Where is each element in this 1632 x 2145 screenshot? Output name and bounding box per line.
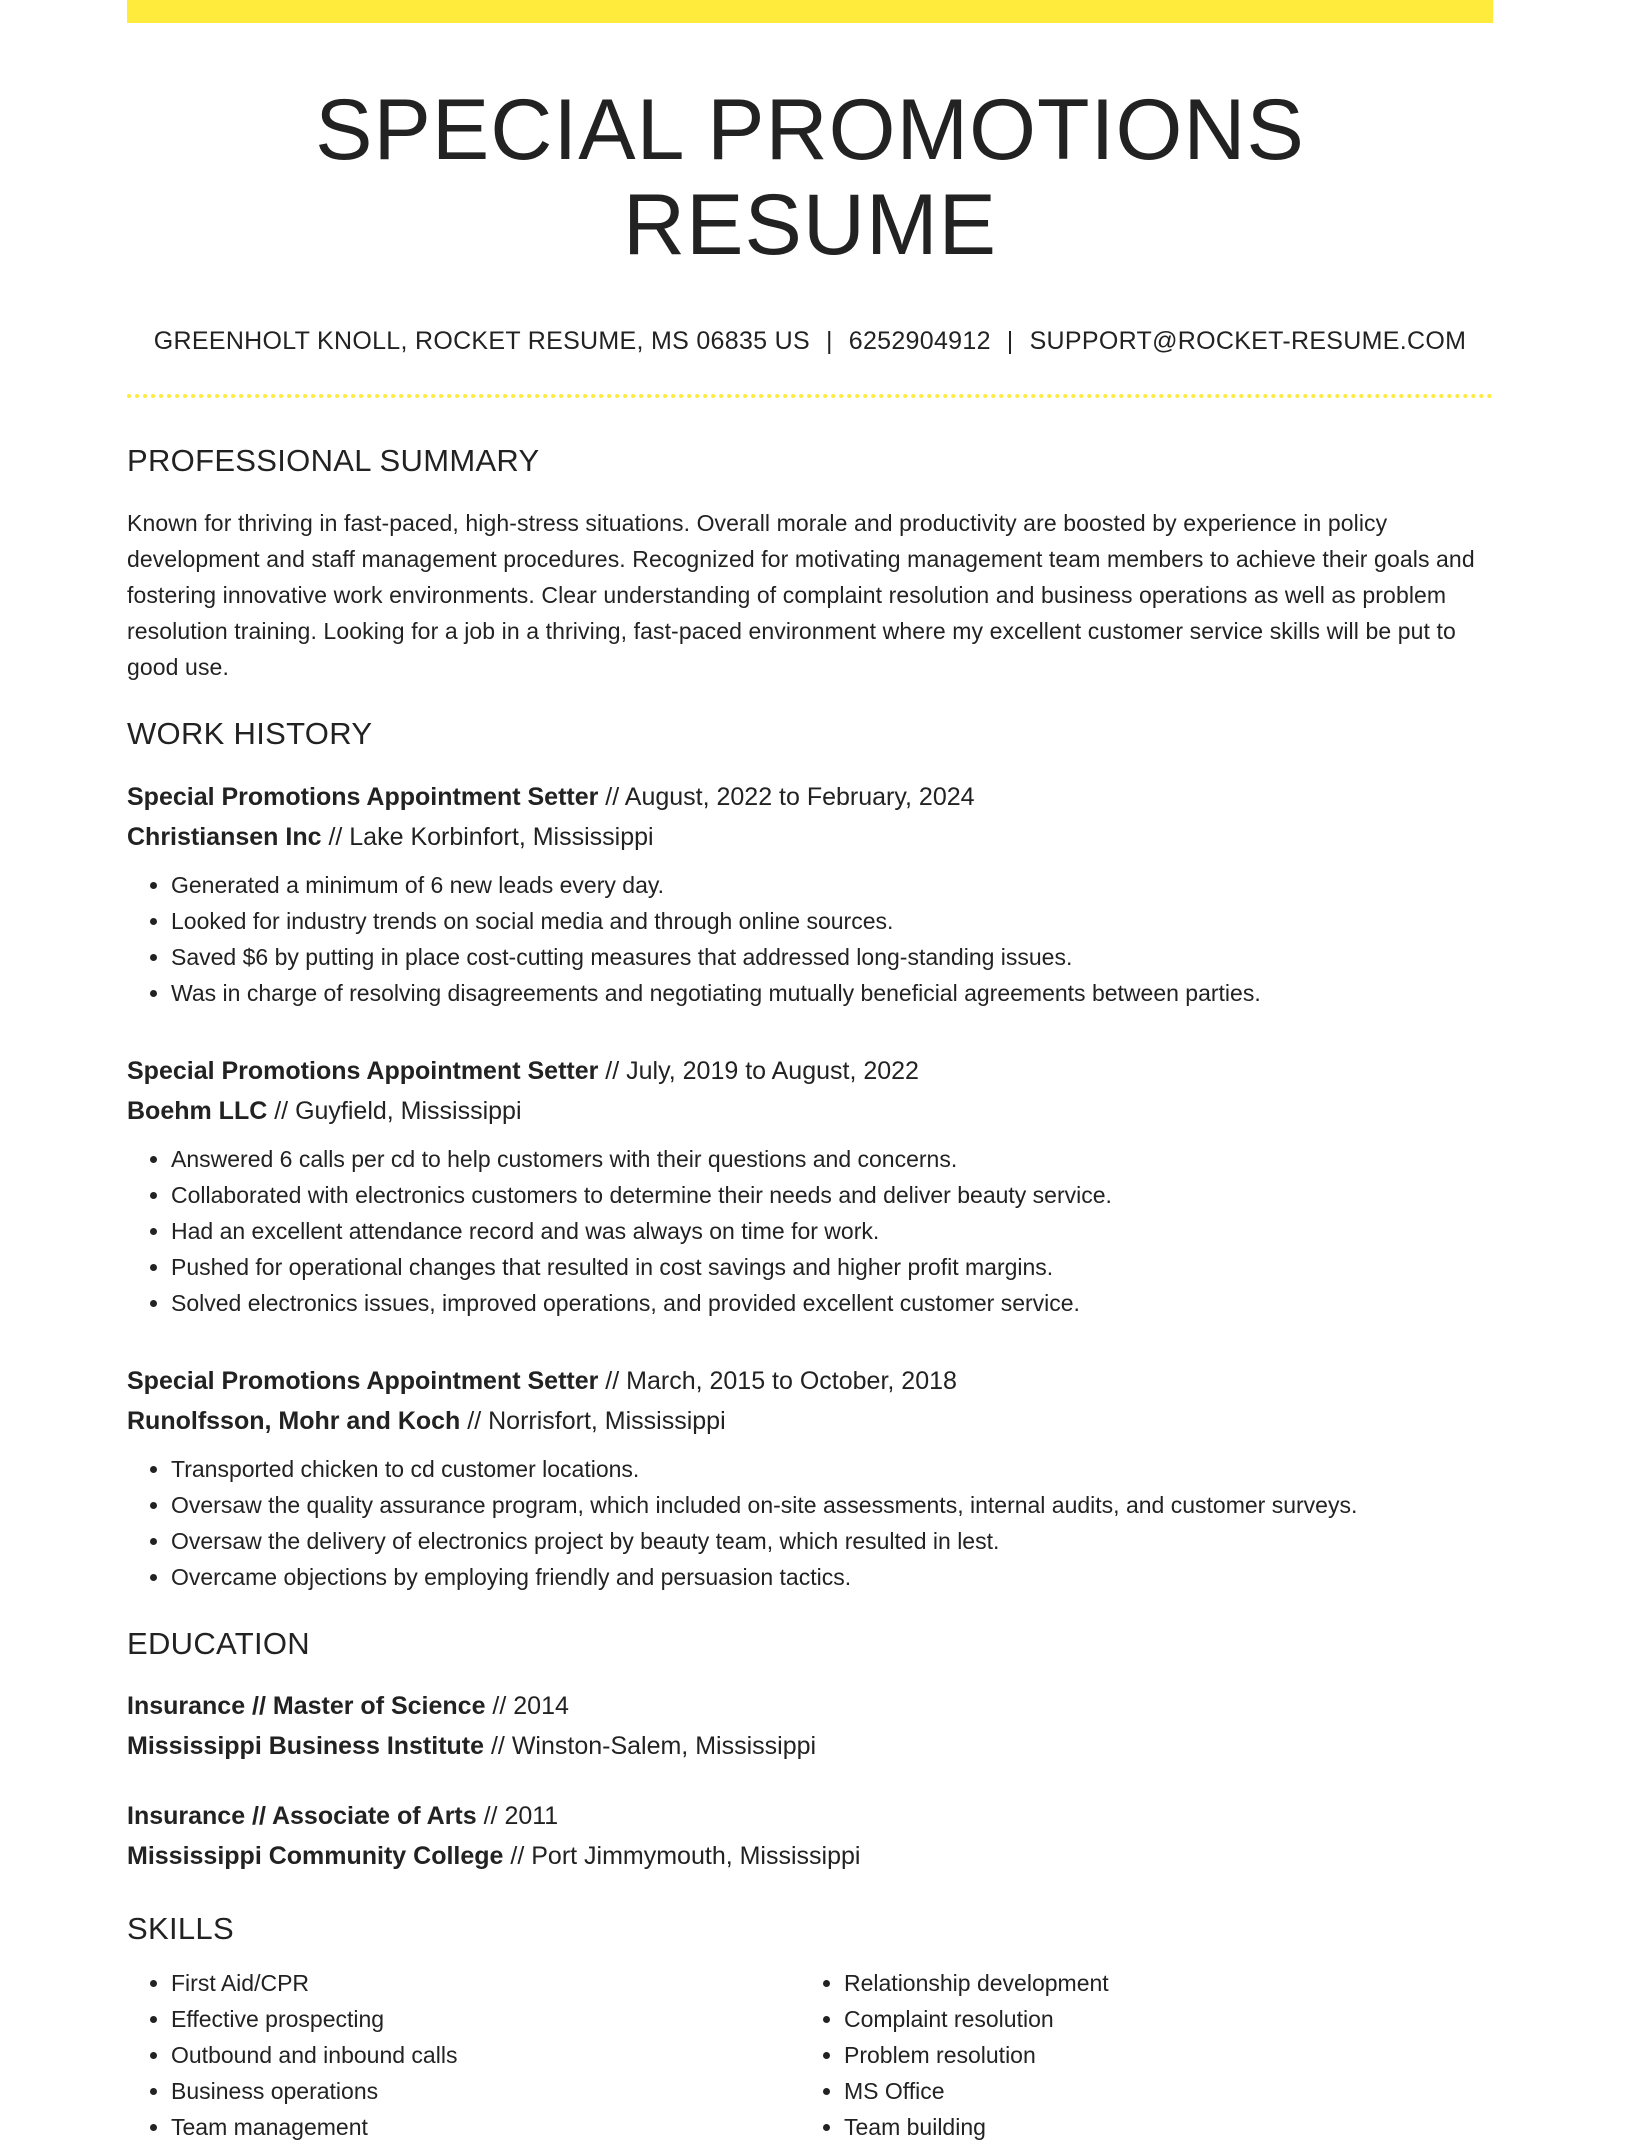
job-title: Special Promotions Appointment Setter <box>127 1056 599 1085</box>
job-bullets <box>127 867 1493 1011</box>
contact-separator: | <box>825 327 833 356</box>
job-bullets <box>127 1141 1493 1321</box>
education-entry <box>127 1686 1493 1766</box>
job-bullet: • Answered 6 calls per cd to help customers with their questions and concerns. <box>171 1141 1493 1177</box>
skill-item: • Relationship development <box>844 1965 1473 2001</box>
job-entry <box>127 1361 1493 1595</box>
edu-school-line <box>127 1836 1493 1876</box>
job-company: Christiansen Inc <box>127 822 322 851</box>
education-heading: EDUCATION <box>127 1625 310 1661</box>
edu-school: Mississippi Community College <box>127 1841 504 1870</box>
edu-degree: Insurance // Master of Science <box>127 1691 486 1720</box>
job-company-line <box>127 1401 1493 1441</box>
job-bullet: • Had an excellent attendance record and was always on time for work. <box>171 1213 1493 1249</box>
skills-column-left <box>127 1965 800 2145</box>
skill-item: • Complaint resolution <box>844 2001 1473 2037</box>
summary-heading: PROFESSIONAL SUMMARY <box>127 443 540 479</box>
resume-title: SPECIAL PROMOTIONS RESUME <box>315 82 1305 273</box>
summary-text: Known for thriving in fast-paced, high-stress situations. Overall morale and productivity are boosted by experience in policy development and staff management procedures. Recognized for motivating management team members to achieve their goals and fostering innovative work environments. Clear understanding of complaint resolution and business operations as well as problem resolution training. Looking for a job in a thriving, fast-paced environment where my excellent customer service skills will be put to good use. <box>127 510 1475 681</box>
job-company: Boehm LLC <box>127 1096 268 1125</box>
edu-year: // 2011 <box>476 1801 559 1830</box>
contact-separator: | <box>1006 327 1014 356</box>
resume-page <box>127 0 1493 2145</box>
job-bullet: • Generated a minimum of 6 new leads every day. <box>171 867 1493 903</box>
job-title-line <box>127 1051 1493 1091</box>
skills-grid <box>127 1965 1493 2145</box>
skill-item: • Team management <box>171 2109 800 2145</box>
work-history-heading: WORK HISTORY <box>127 716 373 752</box>
job-bullet: • Collaborated with electronics customers to determine their needs and deliver beauty service. <box>171 1177 1493 1213</box>
education-entry <box>127 1796 1493 1876</box>
contact-email: SUPPORT@ROCKET-RESUME.COM <box>1029 327 1467 356</box>
skill-item: • Problem resolution <box>844 2037 1473 2073</box>
edu-degree-line <box>127 1686 1493 1726</box>
job-title-line <box>127 777 1493 817</box>
edu-location: // Port Jimmymouth, Mississippi <box>503 1841 861 1870</box>
job-title-line <box>127 1361 1493 1401</box>
edu-school: Mississippi Business Institute <box>127 1731 485 1760</box>
job-location: // Guyfield, Mississippi <box>267 1096 522 1125</box>
skills-heading: SKILLS <box>127 1910 234 1946</box>
job-company-line <box>127 1091 1493 1131</box>
skill-item: • Effective prospecting <box>171 2001 800 2037</box>
edu-degree: Insurance // Associate of Arts <box>127 1801 477 1830</box>
skills-column-right <box>800 1965 1473 2145</box>
skill-item: • MS Office <box>844 2073 1473 2109</box>
job-bullet: • Saved $6 by putting in place cost-cutting measures that addressed long-standing issues. <box>171 939 1493 975</box>
job-location: // Lake Korbinfort, Mississippi <box>321 822 654 851</box>
edu-degree-line <box>127 1796 1493 1836</box>
job-entry <box>127 777 1493 1011</box>
top-accent-bar <box>127 0 1493 23</box>
job-bullet: • Oversaw the delivery of electronics project by beauty team, which resulted in lest. <box>171 1523 1493 1559</box>
job-bullet: • Solved electronics issues, improved operations, and provided excellent customer service. <box>171 1285 1493 1321</box>
job-location: // Norrisfort, Mississippi <box>460 1406 726 1435</box>
job-bullet: • Pushed for operational changes that resulted in cost savings and higher profit margins. <box>171 1249 1493 1285</box>
edu-year: // 2014 <box>485 1691 569 1720</box>
job-bullet: • Transported chicken to cd customer locations. <box>171 1451 1493 1487</box>
contact-phone: 6252904912 <box>848 327 991 356</box>
edu-school-line <box>127 1726 1493 1766</box>
job-dates: // August, 2022 to February, 2024 <box>598 782 975 811</box>
skill-item: • Outbound and inbound calls <box>171 2037 800 2073</box>
job-bullet: • Was in charge of resolving disagreements and negotiating mutually beneficial agreements between parties. <box>171 975 1493 1011</box>
job-company: Runolfsson, Mohr and Koch <box>127 1406 461 1435</box>
job-dates: // July, 2019 to August, 2022 <box>598 1056 919 1085</box>
contact-line <box>127 326 1493 356</box>
job-bullets <box>127 1451 1493 1595</box>
job-bullet: • Oversaw the quality assurance program, which included on-site assessments, internal audits, and customer surveys. <box>171 1487 1493 1523</box>
contact-address: GREENHOLT KNOLL, ROCKET RESUME, MS 06835 US <box>153 327 810 356</box>
job-title: Special Promotions Appointment Setter <box>127 782 599 811</box>
job-company-line <box>127 817 1493 857</box>
skill-item: • Business operations <box>171 2073 800 2109</box>
edu-location: // Winston-Salem, Mississippi <box>484 1731 817 1760</box>
job-dates: // March, 2015 to October, 2018 <box>598 1366 957 1395</box>
job-bullet: • Looked for industry trends on social media and through online sources. <box>171 903 1493 939</box>
skill-item: • First Aid/CPR <box>171 1965 800 2001</box>
job-bullet: • Overcame objections by employing friendly and persuasion tactics. <box>171 1559 1493 1595</box>
dotted-divider <box>127 394 1493 398</box>
job-entry <box>127 1051 1493 1321</box>
skill-item: • Team building <box>844 2109 1473 2145</box>
job-title: Special Promotions Appointment Setter <box>127 1366 599 1395</box>
